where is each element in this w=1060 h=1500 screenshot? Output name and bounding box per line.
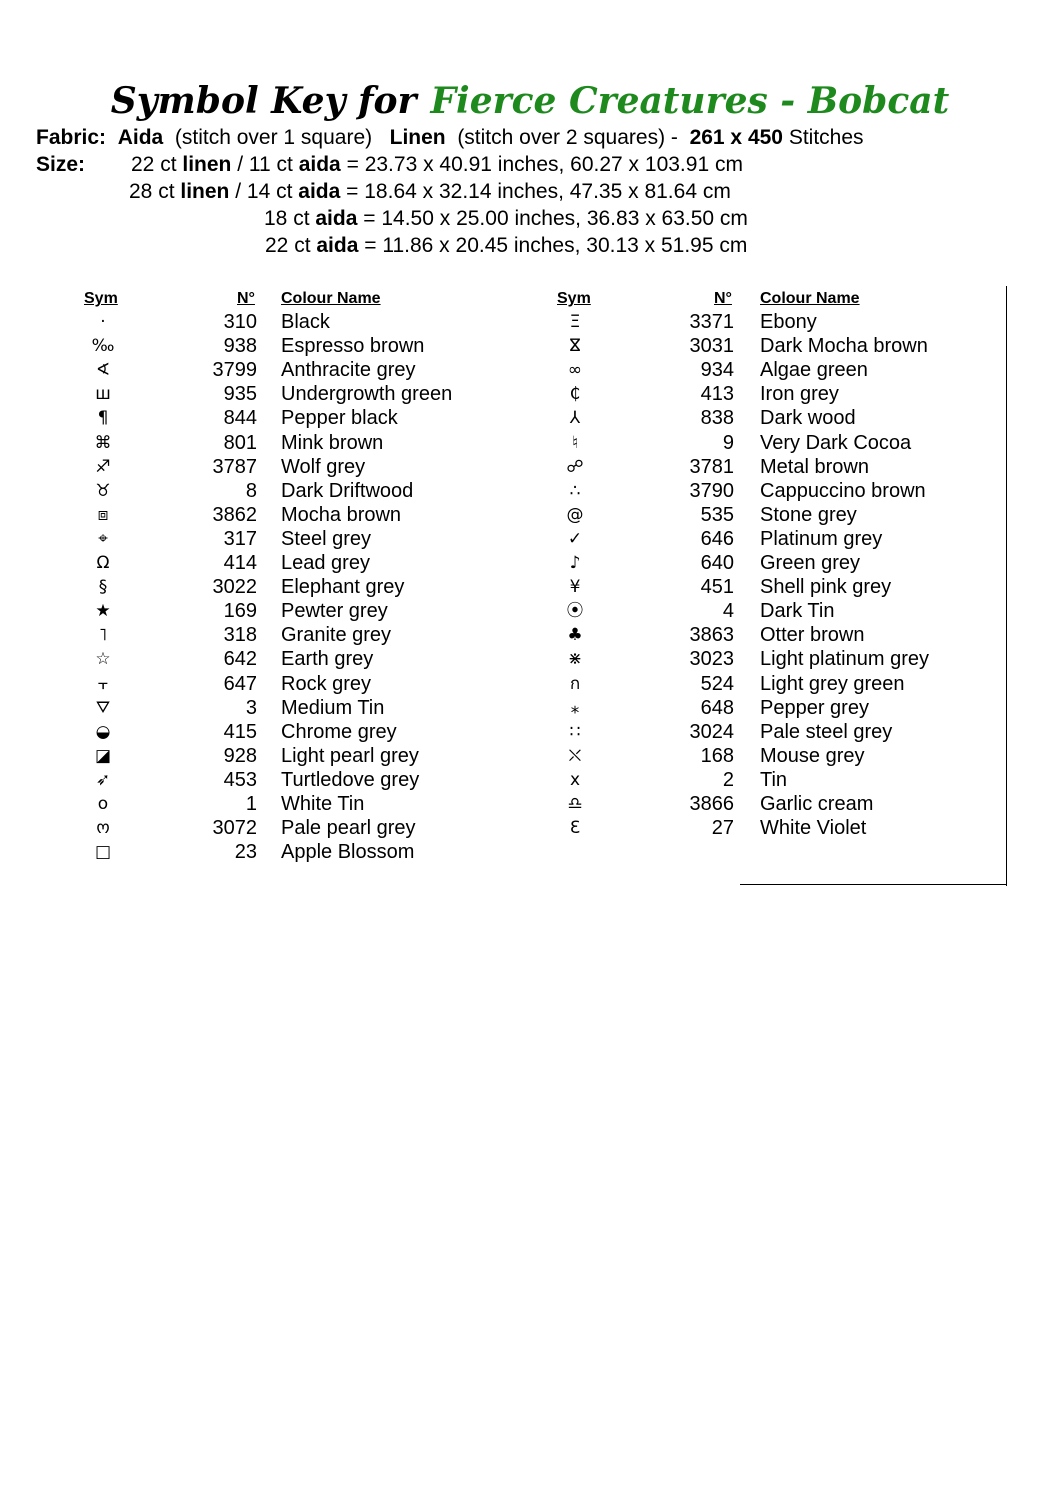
thread-number: 415 bbox=[223, 721, 257, 743]
symbol-cell: ♣ bbox=[567, 625, 583, 645]
table-row bbox=[0, 382, 1060, 406]
colour-name: Dark Driftwood bbox=[281, 480, 414, 502]
table-row bbox=[0, 672, 1060, 696]
table-row bbox=[0, 647, 1060, 671]
thread-number: 934 bbox=[700, 359, 734, 381]
symbol-cell: ก bbox=[569, 674, 581, 694]
symbol-cell: § bbox=[98, 577, 108, 597]
size-fabric: aida bbox=[298, 153, 341, 176]
colour-name: Iron grey bbox=[760, 383, 839, 405]
title-prefix: Symbol Key for bbox=[110, 80, 417, 122]
symbol-cell: ∴ bbox=[569, 481, 581, 501]
colour-name: White Tin bbox=[281, 793, 365, 815]
colour-name: Algae green bbox=[760, 359, 868, 381]
colour-name: Pale pearl grey bbox=[281, 817, 416, 839]
symbol-cell: ⌖ bbox=[98, 529, 108, 549]
size-line bbox=[265, 232, 747, 260]
symbol-cell: ⦿ bbox=[566, 601, 584, 621]
header-sym: Sym bbox=[557, 290, 591, 307]
fabric-aida: Aida bbox=[117, 126, 164, 149]
symbol-cell: ⧈ bbox=[97, 505, 109, 525]
symbol-cell: x bbox=[569, 770, 581, 790]
thread-number: 3023 bbox=[689, 648, 734, 670]
size-count: 22 ct bbox=[265, 234, 311, 257]
thread-number: 9 bbox=[722, 432, 734, 454]
thread-number: 451 bbox=[700, 576, 734, 598]
symbol-cell: ♮ bbox=[571, 433, 579, 453]
thread-number: 27 bbox=[711, 817, 734, 839]
thread-number: 3024 bbox=[689, 721, 734, 743]
symbol-cell: ⫟ bbox=[97, 674, 109, 694]
symbol-cell: ო bbox=[96, 818, 110, 838]
symbol-cell: ☆ bbox=[95, 649, 111, 669]
colour-name: Light grey green bbox=[760, 673, 905, 695]
symbol-cell: ⋇ bbox=[567, 649, 583, 669]
thread-number: 317 bbox=[223, 528, 257, 550]
colour-name: Otter brown bbox=[760, 624, 865, 646]
symbol-cell: ♐ bbox=[95, 457, 111, 477]
size-line bbox=[131, 151, 743, 179]
table-row bbox=[0, 623, 1060, 647]
colour-name: Anthracite grey bbox=[281, 359, 416, 381]
fabric-linen-note: (stitch over 2 squares) - bbox=[457, 126, 678, 149]
pattern-name: Fierce Creatures - Bobcat bbox=[430, 80, 950, 122]
thread-number: 647 bbox=[223, 673, 257, 695]
symbol-cell: ∷ bbox=[569, 722, 581, 742]
table-row bbox=[0, 768, 1060, 792]
symbol-cell: o bbox=[97, 794, 109, 814]
size-dims: = 11.86 x 20.45 inches, 30.13 x 51.95 cm bbox=[364, 234, 748, 257]
thread-number: 3022 bbox=[212, 576, 257, 598]
thread-number: 310 bbox=[223, 311, 257, 333]
size-fabric: aida bbox=[316, 234, 359, 257]
symbol-cell: ⛌ bbox=[568, 746, 582, 766]
colour-name: Cappuccino brown bbox=[760, 480, 926, 502]
colour-name: Metal brown bbox=[760, 456, 869, 478]
stitches-word: Stitches bbox=[788, 126, 864, 149]
table-row bbox=[0, 455, 1060, 479]
size-fabric: linen bbox=[182, 153, 232, 176]
thread-number: 938 bbox=[223, 335, 257, 357]
header-sym: Sym bbox=[84, 290, 118, 307]
size-count: 22 ct bbox=[131, 153, 177, 176]
symbol-cell: ♎ bbox=[567, 794, 583, 814]
stitch-count: 261 x 450 bbox=[689, 126, 783, 149]
thread-number: 4 bbox=[722, 600, 734, 622]
colour-name: Pepper black bbox=[281, 407, 398, 429]
symbol-cell: · bbox=[100, 312, 106, 332]
symbol-cell: ∢ bbox=[95, 360, 111, 380]
symbol-cell: ◪ bbox=[94, 746, 112, 766]
thread-number: 838 bbox=[700, 407, 734, 429]
colour-name: Undergrowth green bbox=[281, 383, 453, 405]
colour-name: White Violet bbox=[760, 817, 867, 839]
thread-number: 453 bbox=[223, 769, 257, 791]
thread-number: 535 bbox=[700, 504, 734, 526]
symbol-cell: ¥ bbox=[569, 577, 581, 597]
table-row bbox=[0, 792, 1060, 816]
colour-name: Ebony bbox=[760, 311, 817, 333]
colour-name: Turtledove grey bbox=[281, 769, 420, 791]
size-line bbox=[129, 178, 731, 206]
fabric-line bbox=[36, 124, 864, 152]
symbol-cell: Ɛ bbox=[569, 818, 581, 838]
page-title bbox=[0, 74, 1060, 128]
colour-name: Pale steel grey bbox=[760, 721, 893, 743]
colour-name: Apple Blossom bbox=[281, 841, 415, 863]
fabric-linen: Linen bbox=[389, 126, 446, 149]
thread-number: 168 bbox=[700, 745, 734, 767]
colour-name: Steel grey bbox=[281, 528, 372, 550]
colour-name: Elephant grey bbox=[281, 576, 405, 598]
thread-number: 3 bbox=[245, 697, 257, 719]
colour-name: Black bbox=[281, 311, 330, 333]
colour-name: Mouse grey bbox=[760, 745, 865, 767]
colour-name: Earth grey bbox=[281, 648, 374, 670]
header-colour-name: Colour Name bbox=[281, 290, 381, 307]
symbol-cell: ♉ bbox=[95, 481, 111, 501]
table-row bbox=[0, 696, 1060, 720]
fabric-aida-note: (stitch over 1 square) bbox=[174, 126, 373, 149]
symbol-cell: ‰ bbox=[91, 336, 115, 356]
thread-number: 640 bbox=[700, 552, 734, 574]
table-border-right bbox=[1006, 286, 1007, 886]
table-row bbox=[0, 431, 1060, 455]
colour-name: Dark Mocha brown bbox=[760, 335, 928, 357]
size-fabric: aida bbox=[315, 207, 358, 230]
symbol-cell: ⌘ bbox=[94, 433, 112, 453]
thread-number: 1 bbox=[245, 793, 257, 815]
size-sep: / 11 ct bbox=[237, 153, 293, 176]
colour-name: Stone grey bbox=[760, 504, 857, 526]
thread-number: 646 bbox=[700, 528, 734, 550]
thread-number: 23 bbox=[234, 841, 257, 863]
colour-name: Platinum grey bbox=[760, 528, 883, 550]
colour-name: Medium Tin bbox=[281, 697, 385, 719]
symbol-cell: ⴵ bbox=[569, 336, 581, 356]
size-fabric: linen bbox=[180, 180, 230, 203]
colour-name: Shell pink grey bbox=[760, 576, 892, 598]
thread-number: 414 bbox=[223, 552, 257, 574]
table-row bbox=[0, 551, 1060, 575]
thread-number: 3799 bbox=[212, 359, 257, 381]
table-row bbox=[0, 406, 1060, 430]
size-sep: / 14 ct bbox=[235, 180, 293, 203]
table-row bbox=[0, 816, 1060, 840]
symbol-cell: ✓ bbox=[567, 529, 583, 549]
size-dims: = 23.73 x 40.91 inches, 60.27 x 103.91 cm bbox=[346, 153, 743, 176]
colour-name: Mocha brown bbox=[281, 504, 402, 526]
thread-number: 318 bbox=[223, 624, 257, 646]
table-row bbox=[0, 599, 1060, 623]
thread-number: 3790 bbox=[689, 480, 734, 502]
symbol-cell: Ξ bbox=[569, 312, 581, 332]
colour-name: Tin bbox=[760, 769, 788, 791]
colour-name: Granite grey bbox=[281, 624, 392, 646]
thread-number: 3371 bbox=[689, 311, 734, 333]
table-row bbox=[0, 310, 1060, 334]
colour-name: Mink brown bbox=[281, 432, 384, 454]
size-count: 28 ct bbox=[129, 180, 175, 203]
table-border-bottom bbox=[740, 884, 1007, 885]
symbol-cell: ♪ bbox=[569, 553, 581, 573]
symbol-cell: @ bbox=[566, 505, 584, 525]
thread-number: 3862 bbox=[212, 504, 257, 526]
symbol-cell: ∞ bbox=[567, 360, 583, 380]
colour-name: Rock grey bbox=[281, 673, 372, 695]
header-colour-name: Colour Name bbox=[760, 290, 860, 307]
thread-number: 169 bbox=[223, 600, 257, 622]
size-line bbox=[264, 205, 748, 233]
thread-number: 844 bbox=[223, 407, 257, 429]
table-row bbox=[0, 503, 1060, 527]
symbol-cell: ₵ bbox=[569, 384, 581, 404]
colour-name: Very Dark Cocoa bbox=[760, 432, 912, 454]
table-row bbox=[0, 575, 1060, 599]
colour-name: Light pearl grey bbox=[281, 745, 419, 767]
table-row bbox=[0, 720, 1060, 744]
colour-name: Pewter grey bbox=[281, 600, 388, 622]
table-row bbox=[0, 358, 1060, 382]
colour-name: Dark wood bbox=[760, 407, 856, 429]
colour-name: Dark Tin bbox=[760, 600, 835, 622]
symbol-cell: ⁎ bbox=[570, 698, 580, 718]
colour-name: Pepper grey bbox=[760, 697, 869, 719]
colour-name: Green grey bbox=[760, 552, 861, 574]
symbol-cell: ш bbox=[95, 384, 111, 404]
thread-number: 801 bbox=[223, 432, 257, 454]
size-dims: = 14.50 x 25.00 inches, 36.83 x 63.50 cm bbox=[363, 207, 748, 230]
thread-number: 413 bbox=[700, 383, 734, 405]
size-fabric: aida bbox=[298, 180, 341, 203]
symbol-cell: ¶ bbox=[97, 408, 109, 428]
thread-number: 3031 bbox=[689, 335, 734, 357]
thread-number: 3072 bbox=[212, 817, 257, 839]
colour-name: Chrome grey bbox=[281, 721, 397, 743]
thread-number: 524 bbox=[700, 673, 734, 695]
header-num: N° bbox=[714, 290, 732, 307]
symbol-cell: ☍ bbox=[566, 457, 584, 477]
symbol-cell: ˥ bbox=[98, 625, 108, 645]
thread-number: 928 bbox=[223, 745, 257, 767]
thread-number: 935 bbox=[223, 383, 257, 405]
colour-name: Lead grey bbox=[281, 552, 370, 574]
table-row bbox=[0, 527, 1060, 551]
symbol-cell: ★ bbox=[95, 601, 111, 621]
thread-number: 3781 bbox=[689, 456, 734, 478]
thread-number: 3787 bbox=[212, 456, 257, 478]
colour-name: Light platinum grey bbox=[760, 648, 929, 670]
symbol-cell: ➶ bbox=[95, 770, 111, 790]
table-row bbox=[0, 334, 1060, 358]
header-num: N° bbox=[237, 290, 255, 307]
fabric-label: Fabric: bbox=[36, 126, 107, 149]
symbol-cell: □ bbox=[94, 842, 112, 862]
thread-number: 2 bbox=[722, 769, 734, 791]
colour-name: Espresso brown bbox=[281, 335, 425, 357]
size-label: Size: bbox=[36, 153, 86, 176]
symbol-cell: Ω bbox=[96, 553, 110, 573]
thread-number: 3863 bbox=[689, 624, 734, 646]
thread-number: 648 bbox=[700, 697, 734, 719]
table-row bbox=[0, 744, 1060, 768]
colour-name: Wolf grey bbox=[281, 456, 366, 478]
thread-number: 3866 bbox=[689, 793, 734, 815]
symbol-cell: ◒ bbox=[95, 722, 111, 742]
symbol-cell: ⅄ bbox=[569, 408, 581, 428]
colour-name: Garlic cream bbox=[760, 793, 874, 815]
thread-number: 8 bbox=[245, 480, 257, 502]
size-dims: = 18.64 x 32.14 inches, 47.35 x 81.64 cm bbox=[346, 180, 731, 203]
symbol-cell: ⛛ bbox=[95, 698, 111, 718]
thread-number: 642 bbox=[223, 648, 257, 670]
table-row bbox=[0, 840, 1060, 864]
table-row bbox=[0, 479, 1060, 503]
size-count: 18 ct bbox=[264, 207, 310, 230]
